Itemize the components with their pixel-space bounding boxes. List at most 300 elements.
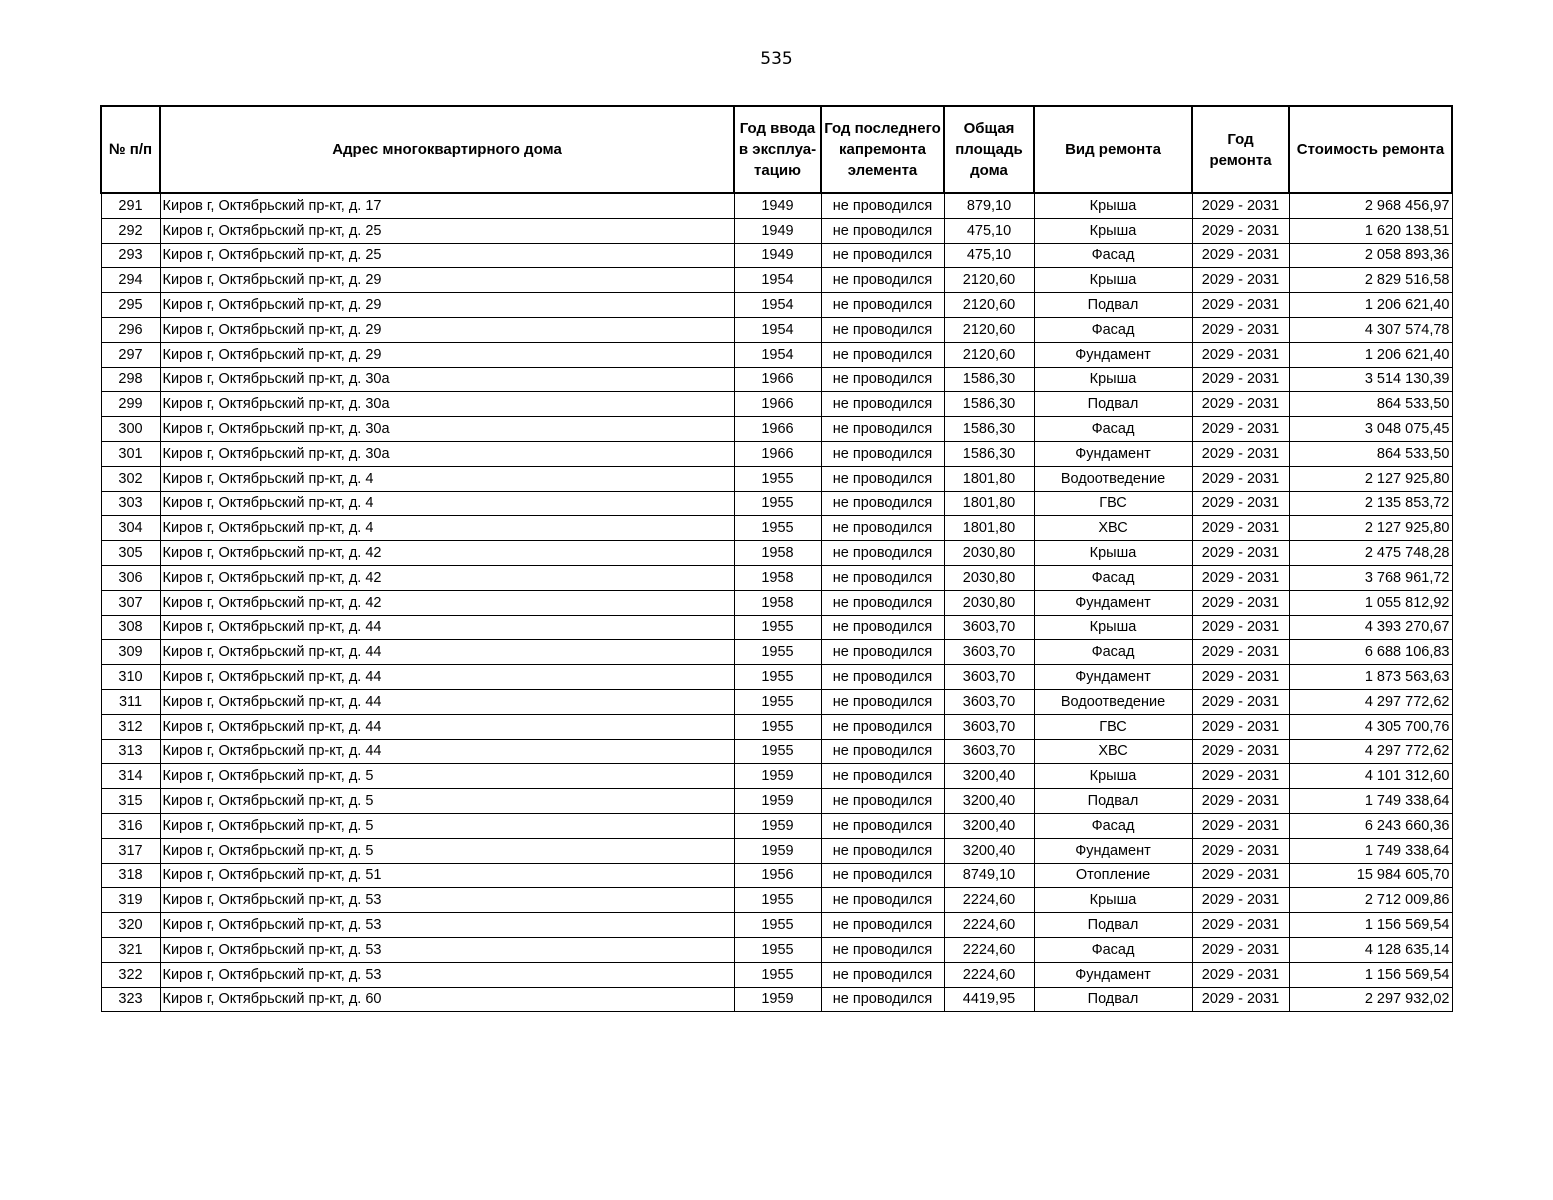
cell-repair-type: Фундамент xyxy=(1034,962,1192,987)
table-row xyxy=(101,838,1452,863)
cell-repair-period: 2029 - 2031 xyxy=(1192,491,1289,516)
cell-address: Киров г, Октябрьский пр-кт, д. 29 xyxy=(160,317,734,342)
cell-year-built: 1954 xyxy=(734,293,821,318)
cell-num: 306 xyxy=(101,565,160,590)
cell-year-built: 1949 xyxy=(734,243,821,268)
table-row xyxy=(101,417,1452,442)
cell-address: Киров г, Октябрьский пр-кт, д. 25 xyxy=(160,243,734,268)
cell-cost: 1 156 569,54 xyxy=(1289,962,1452,987)
cell-address: Киров г, Октябрьский пр-кт, д. 44 xyxy=(160,615,734,640)
header-repair-period: Год ремонта xyxy=(1192,106,1289,193)
cell-address: Киров г, Октябрьский пр-кт, д. 29 xyxy=(160,268,734,293)
cell-area: 1586,30 xyxy=(944,367,1034,392)
table-row xyxy=(101,665,1452,690)
cell-repair-period: 2029 - 2031 xyxy=(1192,466,1289,491)
cell-num: 318 xyxy=(101,863,160,888)
cell-cost: 6 688 106,83 xyxy=(1289,640,1452,665)
cell-last-repair: не проводился xyxy=(821,813,944,838)
cell-cost: 15 984 605,70 xyxy=(1289,863,1452,888)
table-row xyxy=(101,541,1452,566)
cell-cost: 4 297 772,62 xyxy=(1289,689,1452,714)
cell-cost: 1 156 569,54 xyxy=(1289,913,1452,938)
cell-cost: 4 307 574,78 xyxy=(1289,317,1452,342)
cell-last-repair: не проводился xyxy=(821,392,944,417)
header-cost: Стоимость ремонта xyxy=(1289,106,1452,193)
table-row xyxy=(101,615,1452,640)
cell-last-repair: не проводился xyxy=(821,541,944,566)
header-last-repair: Год последнего капремонта элемента xyxy=(821,106,944,193)
cell-last-repair: не проводился xyxy=(821,342,944,367)
cell-year-built: 1955 xyxy=(734,962,821,987)
cell-area: 3603,70 xyxy=(944,714,1034,739)
cell-repair-period: 2029 - 2031 xyxy=(1192,714,1289,739)
cell-num: 303 xyxy=(101,491,160,516)
table-row xyxy=(101,640,1452,665)
cell-repair-type: ГВС xyxy=(1034,491,1192,516)
table-row xyxy=(101,739,1452,764)
table-row xyxy=(101,342,1452,367)
cell-address: Киров г, Октябрьский пр-кт, д. 5 xyxy=(160,813,734,838)
cell-repair-period: 2029 - 2031 xyxy=(1192,243,1289,268)
cell-cost: 2 475 748,28 xyxy=(1289,541,1452,566)
cell-address: Киров г, Октябрьский пр-кт, д. 29 xyxy=(160,293,734,318)
cell-address: Киров г, Октябрьский пр-кт, д. 44 xyxy=(160,714,734,739)
table-row xyxy=(101,491,1452,516)
cell-repair-period: 2029 - 2031 xyxy=(1192,665,1289,690)
cell-address: Киров г, Октябрьский пр-кт, д. 5 xyxy=(160,764,734,789)
cell-num: 321 xyxy=(101,937,160,962)
table-row xyxy=(101,888,1452,913)
cell-area: 2224,60 xyxy=(944,962,1034,987)
cell-area: 1801,80 xyxy=(944,466,1034,491)
cell-area: 475,10 xyxy=(944,243,1034,268)
cell-last-repair: не проводился xyxy=(821,665,944,690)
cell-num: 295 xyxy=(101,293,160,318)
cell-num: 316 xyxy=(101,813,160,838)
cell-repair-type: Крыша xyxy=(1034,541,1192,566)
cell-area: 2224,60 xyxy=(944,888,1034,913)
cell-repair-type: Крыша xyxy=(1034,218,1192,243)
cell-address: Киров г, Октябрьский пр-кт, д. 60 xyxy=(160,987,734,1012)
cell-cost: 3 514 130,39 xyxy=(1289,367,1452,392)
cell-address: Киров г, Октябрьский пр-кт, д. 44 xyxy=(160,665,734,690)
cell-num: 312 xyxy=(101,714,160,739)
cell-last-repair: не проводился xyxy=(821,268,944,293)
cell-num: 301 xyxy=(101,441,160,466)
table-row xyxy=(101,441,1452,466)
cell-repair-type: Фасад xyxy=(1034,937,1192,962)
cell-num: 308 xyxy=(101,615,160,640)
cell-year-built: 1954 xyxy=(734,342,821,367)
cell-repair-period: 2029 - 2031 xyxy=(1192,913,1289,938)
cell-year-built: 1959 xyxy=(734,838,821,863)
cell-repair-type: Крыша xyxy=(1034,888,1192,913)
cell-year-built: 1954 xyxy=(734,317,821,342)
cell-repair-period: 2029 - 2031 xyxy=(1192,392,1289,417)
cell-repair-type: Фасад xyxy=(1034,417,1192,442)
cell-address: Киров г, Октябрьский пр-кт, д. 53 xyxy=(160,937,734,962)
cell-area: 2120,60 xyxy=(944,268,1034,293)
cell-year-built: 1959 xyxy=(734,813,821,838)
cell-num: 310 xyxy=(101,665,160,690)
cell-repair-period: 2029 - 2031 xyxy=(1192,962,1289,987)
cell-repair-type: Фундамент xyxy=(1034,838,1192,863)
cell-year-built: 1959 xyxy=(734,789,821,814)
table-row xyxy=(101,317,1452,342)
cell-year-built: 1955 xyxy=(734,714,821,739)
cell-year-built: 1958 xyxy=(734,565,821,590)
cell-num: 296 xyxy=(101,317,160,342)
cell-repair-type: Подвал xyxy=(1034,293,1192,318)
cell-year-built: 1949 xyxy=(734,218,821,243)
cell-last-repair: не проводился xyxy=(821,615,944,640)
cell-num: 305 xyxy=(101,541,160,566)
cell-repair-period: 2029 - 2031 xyxy=(1192,317,1289,342)
cell-repair-type: ГВС xyxy=(1034,714,1192,739)
cell-area: 1801,80 xyxy=(944,491,1034,516)
table-row xyxy=(101,193,1452,218)
cell-last-repair: не проводился xyxy=(821,417,944,442)
cell-repair-type: Фасад xyxy=(1034,640,1192,665)
cell-area: 2120,60 xyxy=(944,317,1034,342)
cell-area: 475,10 xyxy=(944,218,1034,243)
cell-address: Киров г, Октябрьский пр-кт, д. 4 xyxy=(160,466,734,491)
table-row xyxy=(101,813,1452,838)
cell-repair-period: 2029 - 2031 xyxy=(1192,193,1289,218)
cell-address: Киров г, Октябрьский пр-кт, д. 5 xyxy=(160,838,734,863)
cell-address: Киров г, Октябрьский пр-кт, д. 53 xyxy=(160,888,734,913)
table-row xyxy=(101,590,1452,615)
cell-repair-period: 2029 - 2031 xyxy=(1192,417,1289,442)
cell-last-repair: не проводился xyxy=(821,913,944,938)
table-body xyxy=(101,193,1452,1012)
cell-last-repair: не проводился xyxy=(821,640,944,665)
cell-year-built: 1955 xyxy=(734,913,821,938)
cell-year-built: 1955 xyxy=(734,937,821,962)
cell-repair-type: Крыша xyxy=(1034,367,1192,392)
cell-year-built: 1955 xyxy=(734,888,821,913)
cell-repair-period: 2029 - 2031 xyxy=(1192,838,1289,863)
cell-repair-period: 2029 - 2031 xyxy=(1192,293,1289,318)
cell-year-built: 1955 xyxy=(734,491,821,516)
cell-year-built: 1955 xyxy=(734,739,821,764)
table-row xyxy=(101,392,1452,417)
cell-cost: 2 058 893,36 xyxy=(1289,243,1452,268)
cell-repair-period: 2029 - 2031 xyxy=(1192,888,1289,913)
cell-num: 293 xyxy=(101,243,160,268)
table-row xyxy=(101,516,1452,541)
cell-area: 3200,40 xyxy=(944,813,1034,838)
cell-last-repair: не проводился xyxy=(821,193,944,218)
cell-repair-type: Крыша xyxy=(1034,764,1192,789)
cell-year-built: 1949 xyxy=(734,193,821,218)
cell-address: Киров г, Октябрьский пр-кт, д. 30а xyxy=(160,417,734,442)
table-row xyxy=(101,913,1452,938)
cell-cost: 2 135 853,72 xyxy=(1289,491,1452,516)
cell-year-built: 1955 xyxy=(734,640,821,665)
cell-last-repair: не проводился xyxy=(821,466,944,491)
cell-repair-period: 2029 - 2031 xyxy=(1192,615,1289,640)
cell-area: 2030,80 xyxy=(944,541,1034,566)
cell-area: 1801,80 xyxy=(944,516,1034,541)
cell-address: Киров г, Октябрьский пр-кт, д. 42 xyxy=(160,590,734,615)
cell-area: 3200,40 xyxy=(944,764,1034,789)
cell-repair-type: ХВС xyxy=(1034,739,1192,764)
cell-cost: 4 305 700,76 xyxy=(1289,714,1452,739)
cell-repair-type: Крыша xyxy=(1034,615,1192,640)
cell-num: 322 xyxy=(101,962,160,987)
cell-repair-period: 2029 - 2031 xyxy=(1192,441,1289,466)
cell-last-repair: не проводился xyxy=(821,293,944,318)
cell-repair-period: 2029 - 2031 xyxy=(1192,565,1289,590)
cell-last-repair: не проводился xyxy=(821,516,944,541)
cell-area: 1586,30 xyxy=(944,417,1034,442)
cell-repair-type: Подвал xyxy=(1034,913,1192,938)
cell-num: 319 xyxy=(101,888,160,913)
cell-cost: 2 127 925,80 xyxy=(1289,516,1452,541)
cell-year-built: 1958 xyxy=(734,590,821,615)
cell-num: 291 xyxy=(101,193,160,218)
cell-area: 3603,70 xyxy=(944,665,1034,690)
table-row xyxy=(101,565,1452,590)
repair-table xyxy=(100,105,1453,1012)
cell-address: Киров г, Октябрьский пр-кт, д. 4 xyxy=(160,516,734,541)
cell-repair-period: 2029 - 2031 xyxy=(1192,640,1289,665)
header-year-built: Год ввода в эксплуа-тацию xyxy=(734,106,821,193)
cell-num: 304 xyxy=(101,516,160,541)
cell-cost: 4 101 312,60 xyxy=(1289,764,1452,789)
cell-repair-type: Крыша xyxy=(1034,268,1192,293)
cell-last-repair: не проводился xyxy=(821,838,944,863)
cell-area: 3603,70 xyxy=(944,689,1034,714)
cell-num: 298 xyxy=(101,367,160,392)
cell-num: 294 xyxy=(101,268,160,293)
cell-area: 2120,60 xyxy=(944,293,1034,318)
cell-area: 8749,10 xyxy=(944,863,1034,888)
cell-address: Киров г, Октябрьский пр-кт, д. 42 xyxy=(160,541,734,566)
cell-cost: 4 297 772,62 xyxy=(1289,739,1452,764)
cell-last-repair: не проводился xyxy=(821,243,944,268)
header-repair-type: Вид ремонта xyxy=(1034,106,1192,193)
table-row xyxy=(101,714,1452,739)
cell-area: 2030,80 xyxy=(944,565,1034,590)
cell-num: 297 xyxy=(101,342,160,367)
cell-area: 3200,40 xyxy=(944,789,1034,814)
cell-repair-type: Фундамент xyxy=(1034,665,1192,690)
cell-cost: 2 829 516,58 xyxy=(1289,268,1452,293)
cell-address: Киров г, Октябрьский пр-кт, д. 4 xyxy=(160,491,734,516)
cell-address: Киров г, Октябрьский пр-кт, д. 25 xyxy=(160,218,734,243)
cell-repair-period: 2029 - 2031 xyxy=(1192,813,1289,838)
cell-area: 2030,80 xyxy=(944,590,1034,615)
header-address: Адрес многоквартирного дома xyxy=(160,106,734,193)
cell-repair-type: Отопление xyxy=(1034,863,1192,888)
cell-repair-period: 2029 - 2031 xyxy=(1192,937,1289,962)
cell-year-built: 1966 xyxy=(734,417,821,442)
table-row xyxy=(101,218,1452,243)
cell-cost: 1 055 812,92 xyxy=(1289,590,1452,615)
cell-cost: 4 393 270,67 xyxy=(1289,615,1452,640)
cell-num: 309 xyxy=(101,640,160,665)
cell-last-repair: не проводился xyxy=(821,565,944,590)
cell-address: Киров г, Октябрьский пр-кт, д. 44 xyxy=(160,689,734,714)
cell-num: 300 xyxy=(101,417,160,442)
cell-last-repair: не проводился xyxy=(821,689,944,714)
cell-repair-period: 2029 - 2031 xyxy=(1192,863,1289,888)
cell-area: 2224,60 xyxy=(944,913,1034,938)
table-row xyxy=(101,689,1452,714)
table-row xyxy=(101,243,1452,268)
table-row xyxy=(101,789,1452,814)
table-row xyxy=(101,293,1452,318)
cell-address: Киров г, Октябрьский пр-кт, д. 53 xyxy=(160,913,734,938)
cell-area: 2224,60 xyxy=(944,937,1034,962)
page-number: 535 xyxy=(760,49,793,69)
cell-last-repair: не проводился xyxy=(821,764,944,789)
header-row xyxy=(101,106,1452,193)
cell-last-repair: не проводился xyxy=(821,863,944,888)
cell-year-built: 1958 xyxy=(734,541,821,566)
cell-repair-period: 2029 - 2031 xyxy=(1192,689,1289,714)
cell-year-built: 1966 xyxy=(734,367,821,392)
cell-repair-period: 2029 - 2031 xyxy=(1192,218,1289,243)
cell-repair-type: Водоотведение xyxy=(1034,466,1192,491)
cell-cost: 2 297 932,02 xyxy=(1289,987,1452,1012)
cell-repair-period: 2029 - 2031 xyxy=(1192,342,1289,367)
cell-address: Киров г, Октябрьский пр-кт, д. 17 xyxy=(160,193,734,218)
cell-last-repair: не проводился xyxy=(821,441,944,466)
cell-repair-period: 2029 - 2031 xyxy=(1192,516,1289,541)
cell-repair-type: Фундамент xyxy=(1034,342,1192,367)
cell-num: 314 xyxy=(101,764,160,789)
cell-cost: 864 533,50 xyxy=(1289,392,1452,417)
cell-year-built: 1955 xyxy=(734,689,821,714)
table-row xyxy=(101,268,1452,293)
header-area: Общая площадь дома xyxy=(944,106,1034,193)
table-row xyxy=(101,937,1452,962)
cell-year-built: 1956 xyxy=(734,863,821,888)
cell-cost: 3 048 075,45 xyxy=(1289,417,1452,442)
cell-address: Киров г, Октябрьский пр-кт, д. 53 xyxy=(160,962,734,987)
cell-address: Киров г, Октябрьский пр-кт, д. 44 xyxy=(160,739,734,764)
table-row xyxy=(101,962,1452,987)
cell-repair-type: Подвал xyxy=(1034,987,1192,1012)
cell-area: 3603,70 xyxy=(944,739,1034,764)
cell-num: 315 xyxy=(101,789,160,814)
cell-last-repair: не проводился xyxy=(821,888,944,913)
cell-address: Киров г, Октябрьский пр-кт, д. 44 xyxy=(160,640,734,665)
cell-cost: 2 968 456,97 xyxy=(1289,193,1452,218)
cell-repair-type: Фасад xyxy=(1034,317,1192,342)
cell-last-repair: не проводился xyxy=(821,491,944,516)
cell-repair-type: ХВС xyxy=(1034,516,1192,541)
cell-last-repair: не проводился xyxy=(821,789,944,814)
cell-repair-type: Подвал xyxy=(1034,392,1192,417)
cell-cost: 3 768 961,72 xyxy=(1289,565,1452,590)
cell-year-built: 1954 xyxy=(734,268,821,293)
cell-area: 2120,60 xyxy=(944,342,1034,367)
cell-address: Киров г, Октябрьский пр-кт, д. 51 xyxy=(160,863,734,888)
cell-last-repair: не проводился xyxy=(821,962,944,987)
cell-repair-period: 2029 - 2031 xyxy=(1192,268,1289,293)
cell-cost: 1 749 338,64 xyxy=(1289,838,1452,863)
cell-address: Киров г, Октябрьский пр-кт, д. 42 xyxy=(160,565,734,590)
cell-year-built: 1966 xyxy=(734,441,821,466)
table-row xyxy=(101,367,1452,392)
cell-repair-type: Водоотведение xyxy=(1034,689,1192,714)
cell-address: Киров г, Октябрьский пр-кт, д. 5 xyxy=(160,789,734,814)
cell-year-built: 1955 xyxy=(734,665,821,690)
cell-last-repair: не проводился xyxy=(821,218,944,243)
cell-repair-type: Подвал xyxy=(1034,789,1192,814)
cell-repair-period: 2029 - 2031 xyxy=(1192,789,1289,814)
cell-repair-type: Фасад xyxy=(1034,813,1192,838)
cell-address: Киров г, Октябрьский пр-кт, д. 30а xyxy=(160,367,734,392)
cell-area: 879,10 xyxy=(944,193,1034,218)
cell-repair-type: Фундамент xyxy=(1034,441,1192,466)
cell-repair-period: 2029 - 2031 xyxy=(1192,764,1289,789)
table-row xyxy=(101,764,1452,789)
cell-area: 3603,70 xyxy=(944,615,1034,640)
cell-repair-period: 2029 - 2031 xyxy=(1192,367,1289,392)
cell-year-built: 1955 xyxy=(734,615,821,640)
cell-cost: 864 533,50 xyxy=(1289,441,1452,466)
cell-num: 302 xyxy=(101,466,160,491)
cell-area: 1586,30 xyxy=(944,441,1034,466)
cell-repair-period: 2029 - 2031 xyxy=(1192,987,1289,1012)
cell-num: 292 xyxy=(101,218,160,243)
cell-num: 317 xyxy=(101,838,160,863)
cell-address: Киров г, Октябрьский пр-кт, д. 30а xyxy=(160,441,734,466)
table-row xyxy=(101,466,1452,491)
cell-cost: 1 873 563,63 xyxy=(1289,665,1452,690)
cell-num: 323 xyxy=(101,987,160,1012)
cell-cost: 1 206 621,40 xyxy=(1289,293,1452,318)
cell-address: Киров г, Октябрьский пр-кт, д. 29 xyxy=(160,342,734,367)
cell-repair-type: Фундамент xyxy=(1034,590,1192,615)
cell-last-repair: не проводился xyxy=(821,937,944,962)
cell-repair-period: 2029 - 2031 xyxy=(1192,739,1289,764)
table-row xyxy=(101,987,1452,1012)
cell-cost: 2 712 009,86 xyxy=(1289,888,1452,913)
cell-repair-type: Фасад xyxy=(1034,565,1192,590)
cell-area: 4419,95 xyxy=(944,987,1034,1012)
cell-last-repair: не проводился xyxy=(821,739,944,764)
cell-num: 311 xyxy=(101,689,160,714)
cell-cost: 1 749 338,64 xyxy=(1289,789,1452,814)
cell-repair-period: 2029 - 2031 xyxy=(1192,590,1289,615)
table-header xyxy=(101,106,1452,193)
cell-last-repair: не проводился xyxy=(821,590,944,615)
cell-cost: 1 206 621,40 xyxy=(1289,342,1452,367)
cell-repair-period: 2029 - 2031 xyxy=(1192,541,1289,566)
cell-cost: 6 243 660,36 xyxy=(1289,813,1452,838)
cell-cost: 4 128 635,14 xyxy=(1289,937,1452,962)
cell-num: 313 xyxy=(101,739,160,764)
cell-year-built: 1966 xyxy=(734,392,821,417)
cell-area: 3200,40 xyxy=(944,838,1034,863)
cell-cost: 1 620 138,51 xyxy=(1289,218,1452,243)
cell-num: 307 xyxy=(101,590,160,615)
cell-year-built: 1959 xyxy=(734,764,821,789)
cell-last-repair: не проводился xyxy=(821,367,944,392)
cell-address: Киров г, Октябрьский пр-кт, д. 30а xyxy=(160,392,734,417)
cell-last-repair: не проводился xyxy=(821,987,944,1012)
cell-last-repair: не проводился xyxy=(821,714,944,739)
cell-last-repair: не проводился xyxy=(821,317,944,342)
cell-cost: 2 127 925,80 xyxy=(1289,466,1452,491)
cell-year-built: 1959 xyxy=(734,987,821,1012)
